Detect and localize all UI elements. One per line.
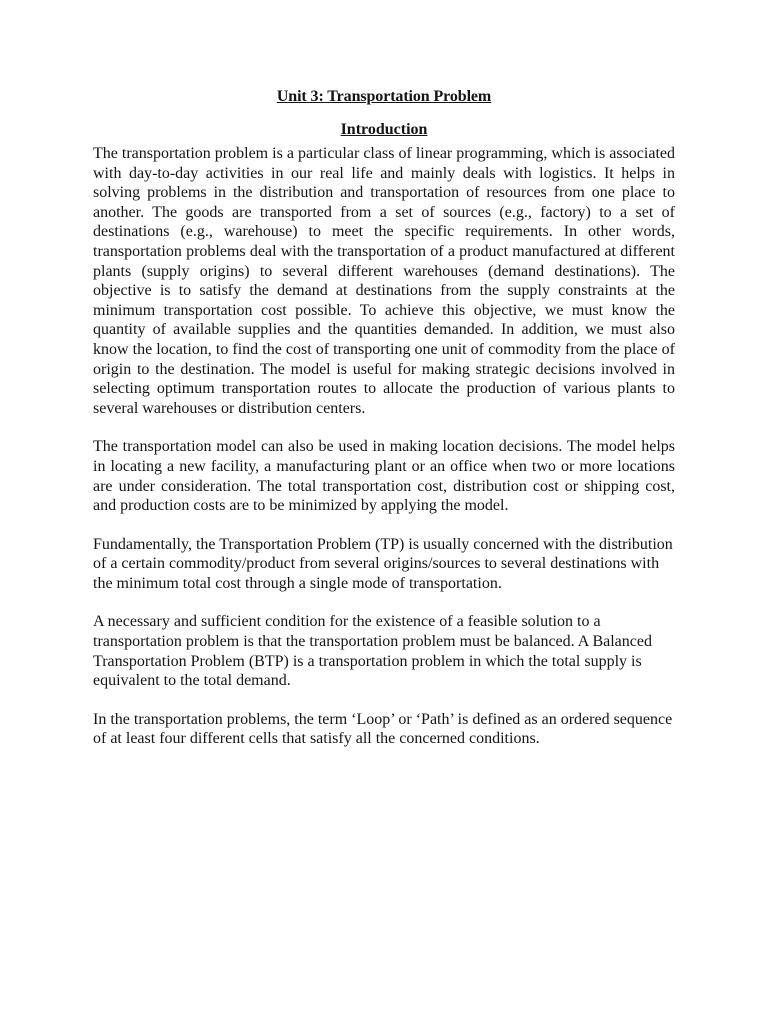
paragraph-fundamentals: Fundamentally, the Transportation Problem (TP) is usually concerned with the distribution of a certain commodity/product from several origins/sources to several destinations with the minimum total cost through a single mode of transportation. <box>93 535 673 592</box>
paragraph-intro: The transportation problem is a particular class of linear programming, which is associated with day-to-day activities in our real life and mainly deals with logistics. It helps in solving problems in the distribution and transportation of resources from one place to another. The goods are transported from a set of sources (e.g., factory) to a set of destinations (e.g., warehouse) to meet the specific requirements. In other words, transportation problems deal with the transportation of a product manufactured at different plants (supply origins) to several different warehouses (demand destinations). The objective is to satisfy the demand at destinations from the supply constraints at the minimum transportation cost possible. To achieve this objective, we must know the quantity of available supplies and the quantities demanded. In addition, we must also know the location, to find the cost of transporting one unit of commodity from the place of origin to the destination. The model is useful for making strategic decisions involved in selecting optimum transportation routes to allocate the production of various plants to several warehouses or distribution centers. <box>93 145 675 417</box>
paragraph-location-decisions: The transportation model can also be used in making location decisions. The model helps in locating a new facility, a manufacturing plant or an office when two or more locations are under consideration. The total transportation cost, distribution cost or shipping cost, and production costs are to be minimized by applying the model. <box>93 438 675 515</box>
section-heading: Introduction <box>340 121 428 138</box>
paragraph-loop-definition: In the transportation problems, the term ‘Loop’ or ‘Path’ is defined as an ordered sequence of at least four different cells that satisfy all the concerned conditions. <box>93 710 673 748</box>
paragraph-balanced-condition: A necessary and sufficient condition for the existence of a feasible solution to a transportation problem is that the transportation problem must be balanced. A Balanced Transportation Problem (BTP) is a transportation problem in which the total supply is equivalent to the total demand. <box>93 613 652 690</box>
document-title: Unit 3: Transportation Problem <box>276 88 492 105</box>
document-page <box>93 86 675 768</box>
